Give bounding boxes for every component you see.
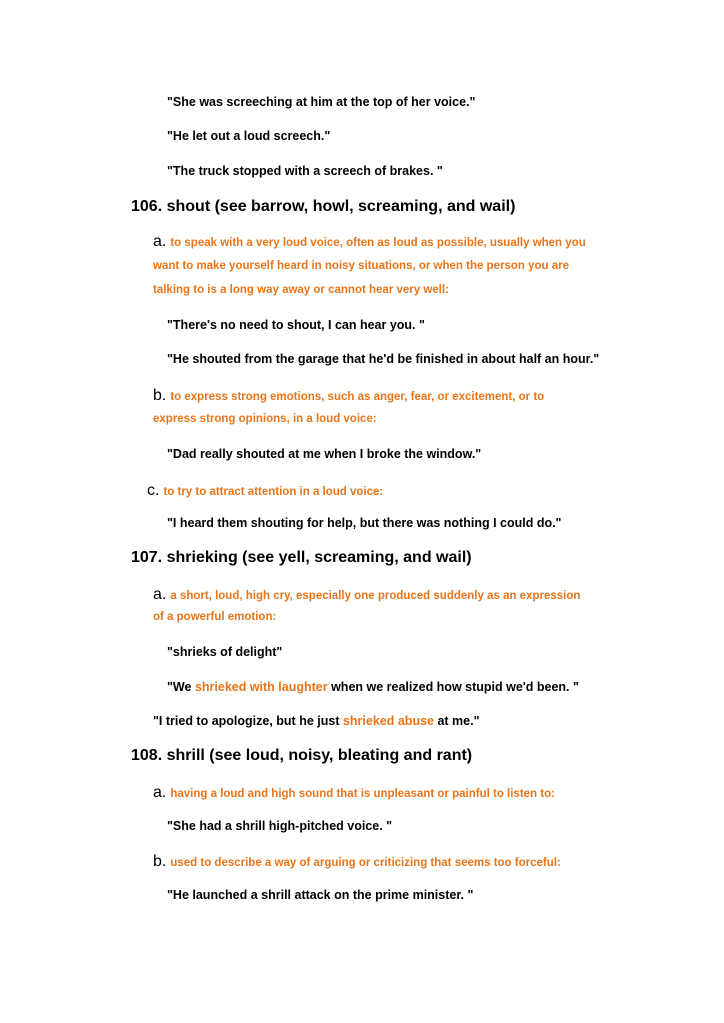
example-fragment: "We — [167, 680, 195, 694]
sense-marker: b. — [153, 853, 167, 870]
sense-marker: c. — [147, 482, 160, 499]
definition-text: of a powerful emotion: — [153, 611, 277, 623]
definition-text: express strong opinions, in a loud voice: — [153, 413, 377, 425]
highlighted-collocation: shrieked with laughter — [194, 680, 328, 694]
sense-b-definition-line — [153, 854, 561, 870]
definition-text: to speak with a very loud voice, often as loud as possible, usually when you — [170, 237, 586, 249]
sense-marker: a. — [153, 784, 167, 801]
example-fragment: "I tried to apologize, but he just — [153, 714, 343, 728]
entry-heading-108 — [131, 748, 472, 764]
definition-text: talking to is a long way away or cannot hear very well: — [153, 284, 449, 296]
example-text: "Dad really shouted at me when I broke the window." — [167, 447, 482, 461]
sense-marker: a. — [153, 586, 167, 603]
example-text: "He let out a loud screech." — [167, 129, 331, 143]
definition-text: to try to attract attention in a loud voice: — [163, 486, 384, 498]
definition-text: having a loud and high sound that is unpleasant or painful to listen to: — [170, 788, 555, 800]
example-text — [153, 715, 480, 728]
highlighted-collocation: shrieked abuse — [342, 714, 434, 728]
definition-text: to express strong emotions, such as anger, fear, or excitement, or to — [170, 391, 545, 403]
definition-text: a short, loud, high cry, especially one produced suddenly as an expression — [170, 590, 581, 602]
entry-heading-107 — [131, 550, 472, 566]
example-text: "shrieks of delight" — [167, 645, 283, 659]
definition-text: want to make yourself heard in noisy situations, or when the person you are — [153, 260, 570, 272]
sense-a-definition-line — [153, 587, 580, 603]
entry-number: 106. — [131, 198, 163, 215]
example-fragment: at me." — [433, 714, 480, 728]
example-text — [167, 681, 579, 694]
example-text: "He shouted from the garage that he'd be finished in about half an hour." — [167, 352, 600, 366]
entry-heading-106 — [131, 199, 515, 215]
example-fragment: when we realized how stupid we'd been. " — [327, 680, 579, 694]
sense-a-definition-line — [153, 785, 555, 801]
entry-number: 107. — [131, 549, 163, 566]
example-text: "She was screeching at him at the top of her voice." — [167, 95, 476, 109]
sense-b-definition-line — [153, 388, 544, 404]
entry-number: 108. — [131, 747, 163, 764]
sense-marker: b. — [153, 387, 167, 404]
example-text: "He launched a shrill attack on the prime minister. " — [167, 888, 474, 902]
example-text: "I heard them shouting for help, but there was nothing I could do." — [167, 516, 562, 530]
example-text: "The truck stopped with a screech of brakes. " — [167, 164, 443, 178]
example-text: "There's no need to shout, I can hear you. " — [167, 318, 425, 332]
sense-c-definition-line — [147, 483, 383, 499]
sense-a-definition-line — [153, 234, 586, 250]
entry-headword: shrill (see loud, noisy, bleating and rant) — [166, 747, 473, 764]
entry-headword: shout (see barrow, howl, screaming, and wail) — [166, 198, 516, 215]
example-text: "She had a shrill high-pitched voice. " — [167, 819, 393, 833]
definition-text: used to describe a way of arguing or criticizing that seems too forceful: — [170, 857, 561, 869]
entry-headword: shrieking (see yell, screaming, and wail) — [166, 549, 472, 566]
sense-marker: a. — [153, 233, 167, 250]
